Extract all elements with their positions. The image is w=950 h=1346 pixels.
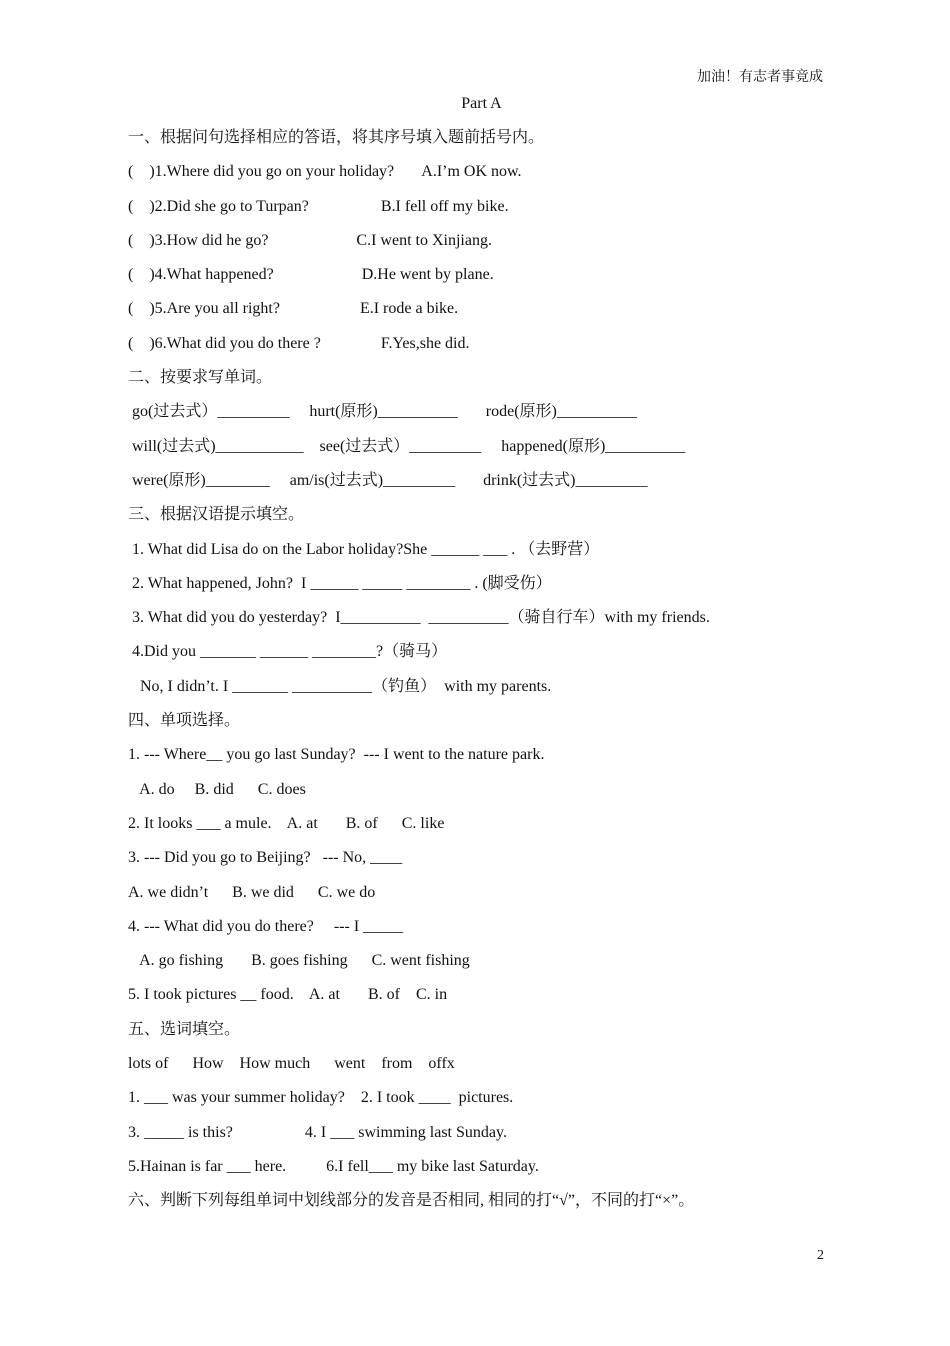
worksheet-line: 六、判断下列每组单词中划线部分的发音是否相同, 相同的打“√”，不同的打“×”。 xyxy=(128,1192,695,1210)
worksheet-line: 4. --- What did you do there? --- I _____ xyxy=(128,917,404,935)
page-title: Part A xyxy=(461,95,502,112)
worksheet-line: A. go fishing B. goes fishing C. went fishing xyxy=(128,952,470,970)
worksheet-line: 4.Did you _______ ______ ________?（骑马） xyxy=(128,643,448,661)
worksheet-body xyxy=(128,121,828,1219)
page-number: 2 xyxy=(817,1248,824,1263)
worksheet-line: lots of How How much went from offx xyxy=(128,1055,455,1073)
worksheet-line: A. we didn’t B. we did C. we do xyxy=(128,883,376,901)
worksheet-line: ( )1.Where did you go on your holiday? A.I’m OK now. xyxy=(128,163,522,181)
worksheet-line: ( )5.Are you all right? E.I rode a bike. xyxy=(128,300,459,318)
worksheet-line: will(过去式)___________ see(过去式）_________ happened(原形)__________ xyxy=(128,437,686,455)
worksheet-line: 三、根据汉语提示填空。 xyxy=(128,506,305,524)
worksheet-line: 3. _____ is this? 4. I ___ swimming last Sunday. xyxy=(128,1123,507,1141)
worksheet-line: 3. What did you do yesterday? I__________ __________（骑自行车）with my friends. xyxy=(128,609,710,627)
worksheet-line: 五、选词填空。 xyxy=(128,1020,241,1038)
worksheet-line: ( )6.What did you do there ? F.Yes,she did. xyxy=(128,334,470,352)
worksheet-line: 2. It looks ___ a mule. A. at B. of C. like xyxy=(128,814,445,832)
worksheet-line: A. do B. did C. does xyxy=(128,780,306,798)
worksheet-line: ( )3.How did he go? C.I went to Xinjiang. xyxy=(128,231,492,249)
worksheet-line: 1. ___ was your summer holiday? 2. I took ____ pictures. xyxy=(128,1089,514,1107)
worksheet-line: 5. I took pictures __ food. A. at B. of C. in xyxy=(128,986,448,1004)
worksheet-line: No, I didn’t. I _______ __________（钓鱼） with my parents. xyxy=(128,677,552,695)
worksheet-line: 四、单项选择。 xyxy=(128,712,241,730)
header-motto: 加油！有志者事竟成 xyxy=(697,70,823,85)
worksheet-line: 二、按要求写单词。 xyxy=(128,369,273,387)
worksheet-line: were(原形)________ am/is(过去式)_________ drink(过去式)_________ xyxy=(128,471,648,489)
worksheet-line: 5.Hainan is far ___ here. 6.I fell___ my bike last Saturday. xyxy=(128,1157,539,1175)
worksheet-line: 1. What did Lisa do on the Labor holiday?She ______ ___ . （去野营） xyxy=(128,540,600,558)
worksheet-line: 2. What happened, John? I ______ _____ ________ . (脚受伤） xyxy=(128,574,552,592)
worksheet-line: ( )4.What happened? D.He went by plane. xyxy=(128,266,494,284)
worksheet-line: 一、根据问句选择相应的答语，将其序号填入题前括号内。 xyxy=(128,129,545,146)
worksheet-line: ( )2.Did she go to Turpan? B.I fell off my bike. xyxy=(128,197,509,215)
worksheet-line: 1. --- Where__ you go last Sunday? --- I went to the nature park. xyxy=(128,746,545,764)
worksheet-line: go(过去式）_________ hurt(原形)__________ rode(原形)__________ xyxy=(128,403,637,421)
worksheet-line: 3. --- Did you go to Beijing? --- No, ____ xyxy=(128,849,403,867)
